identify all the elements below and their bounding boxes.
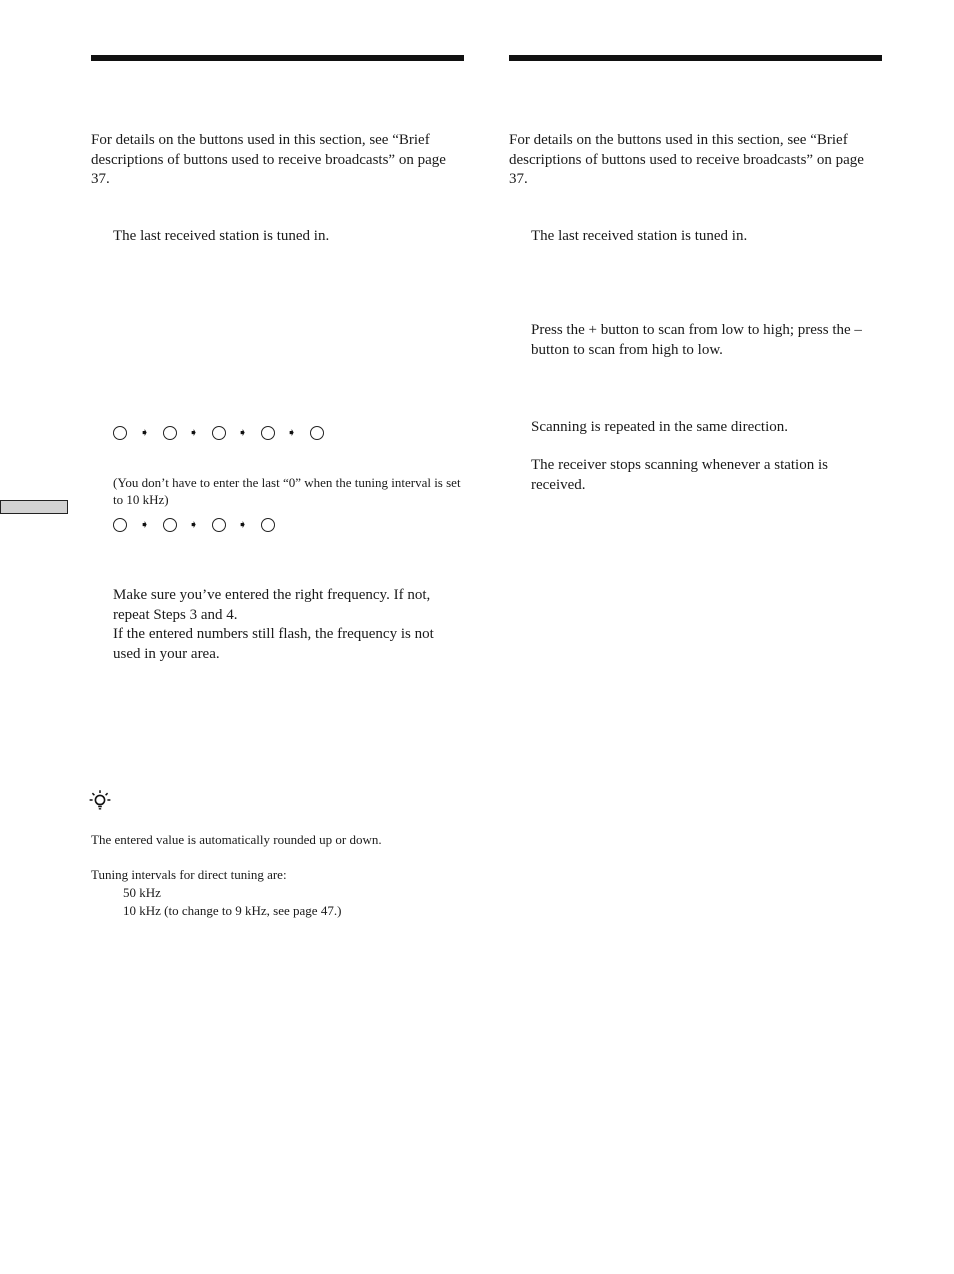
tip-intervals-heading: Tuning intervals for direct tuning are: [91,867,287,882]
digit-button-icon [310,426,324,440]
digit-button-icon [113,426,127,440]
right-step-repeat: Scanning is repeated in the same direction. [531,419,788,435]
left-header-rule [91,55,464,61]
left-step-check-frequency: Make sure you’ve entered the right frequency. If not, repeat Steps 3 and 4. [113,587,431,623]
left-step-flash: If the entered numbers still flash, the frequency is not used in your area. [113,626,434,662]
digit-button-icon [212,426,226,440]
digit-button-icon [163,426,177,440]
right-step-scan: Press the + button to scan from low to high; press the – button to scan from high to low. [531,322,862,358]
lightbulb-icon [89,789,111,813]
fm-entry-sequence [113,426,333,442]
am-entry-sequence [113,518,283,534]
left-intro: For details on the buttons used in this section, see “Brief descriptions of buttons used to receive broadcasts” on page 37. [91,132,446,187]
right-intro: For details on the buttons used in this section, see “Brief descriptions of buttons used to receive broadcasts” on page 37. [509,132,864,187]
right-step-last-station: The last received station is tuned in. [531,228,748,244]
digit-button-icon [163,518,177,532]
arrow-icon: ➧ [189,518,199,531]
arrow-icon: ➧ [140,426,150,439]
arrow-icon: ➧ [238,426,248,439]
left-step-last-station: The last received station is tuned in. [113,228,330,244]
left-note-last-zero: (You don’t have to enter the last “0” when the tuning interval is set to 10 kHz) [113,475,461,507]
right-step-stop: The receiver stops scanning whenever a station is received. [531,457,828,493]
arrow-icon: ➧ [238,518,248,531]
arrow-icon: ➧ [287,426,297,439]
tip-rounding: The entered value is automatically rounded up or down. [91,832,382,847]
arrow-icon: ➧ [189,426,199,439]
digit-button-icon [212,518,226,532]
arrow-icon: ➧ [140,518,150,531]
tip-interval-fm: 50 kHz [123,885,161,900]
digit-button-icon [113,518,127,532]
right-header-rule [509,55,882,61]
section-tab [0,500,68,514]
tip-interval-am: 10 kHz (to change to 9 kHz, see page 47.) [123,903,342,918]
digit-button-icon [261,518,275,532]
digit-button-icon [261,426,275,440]
